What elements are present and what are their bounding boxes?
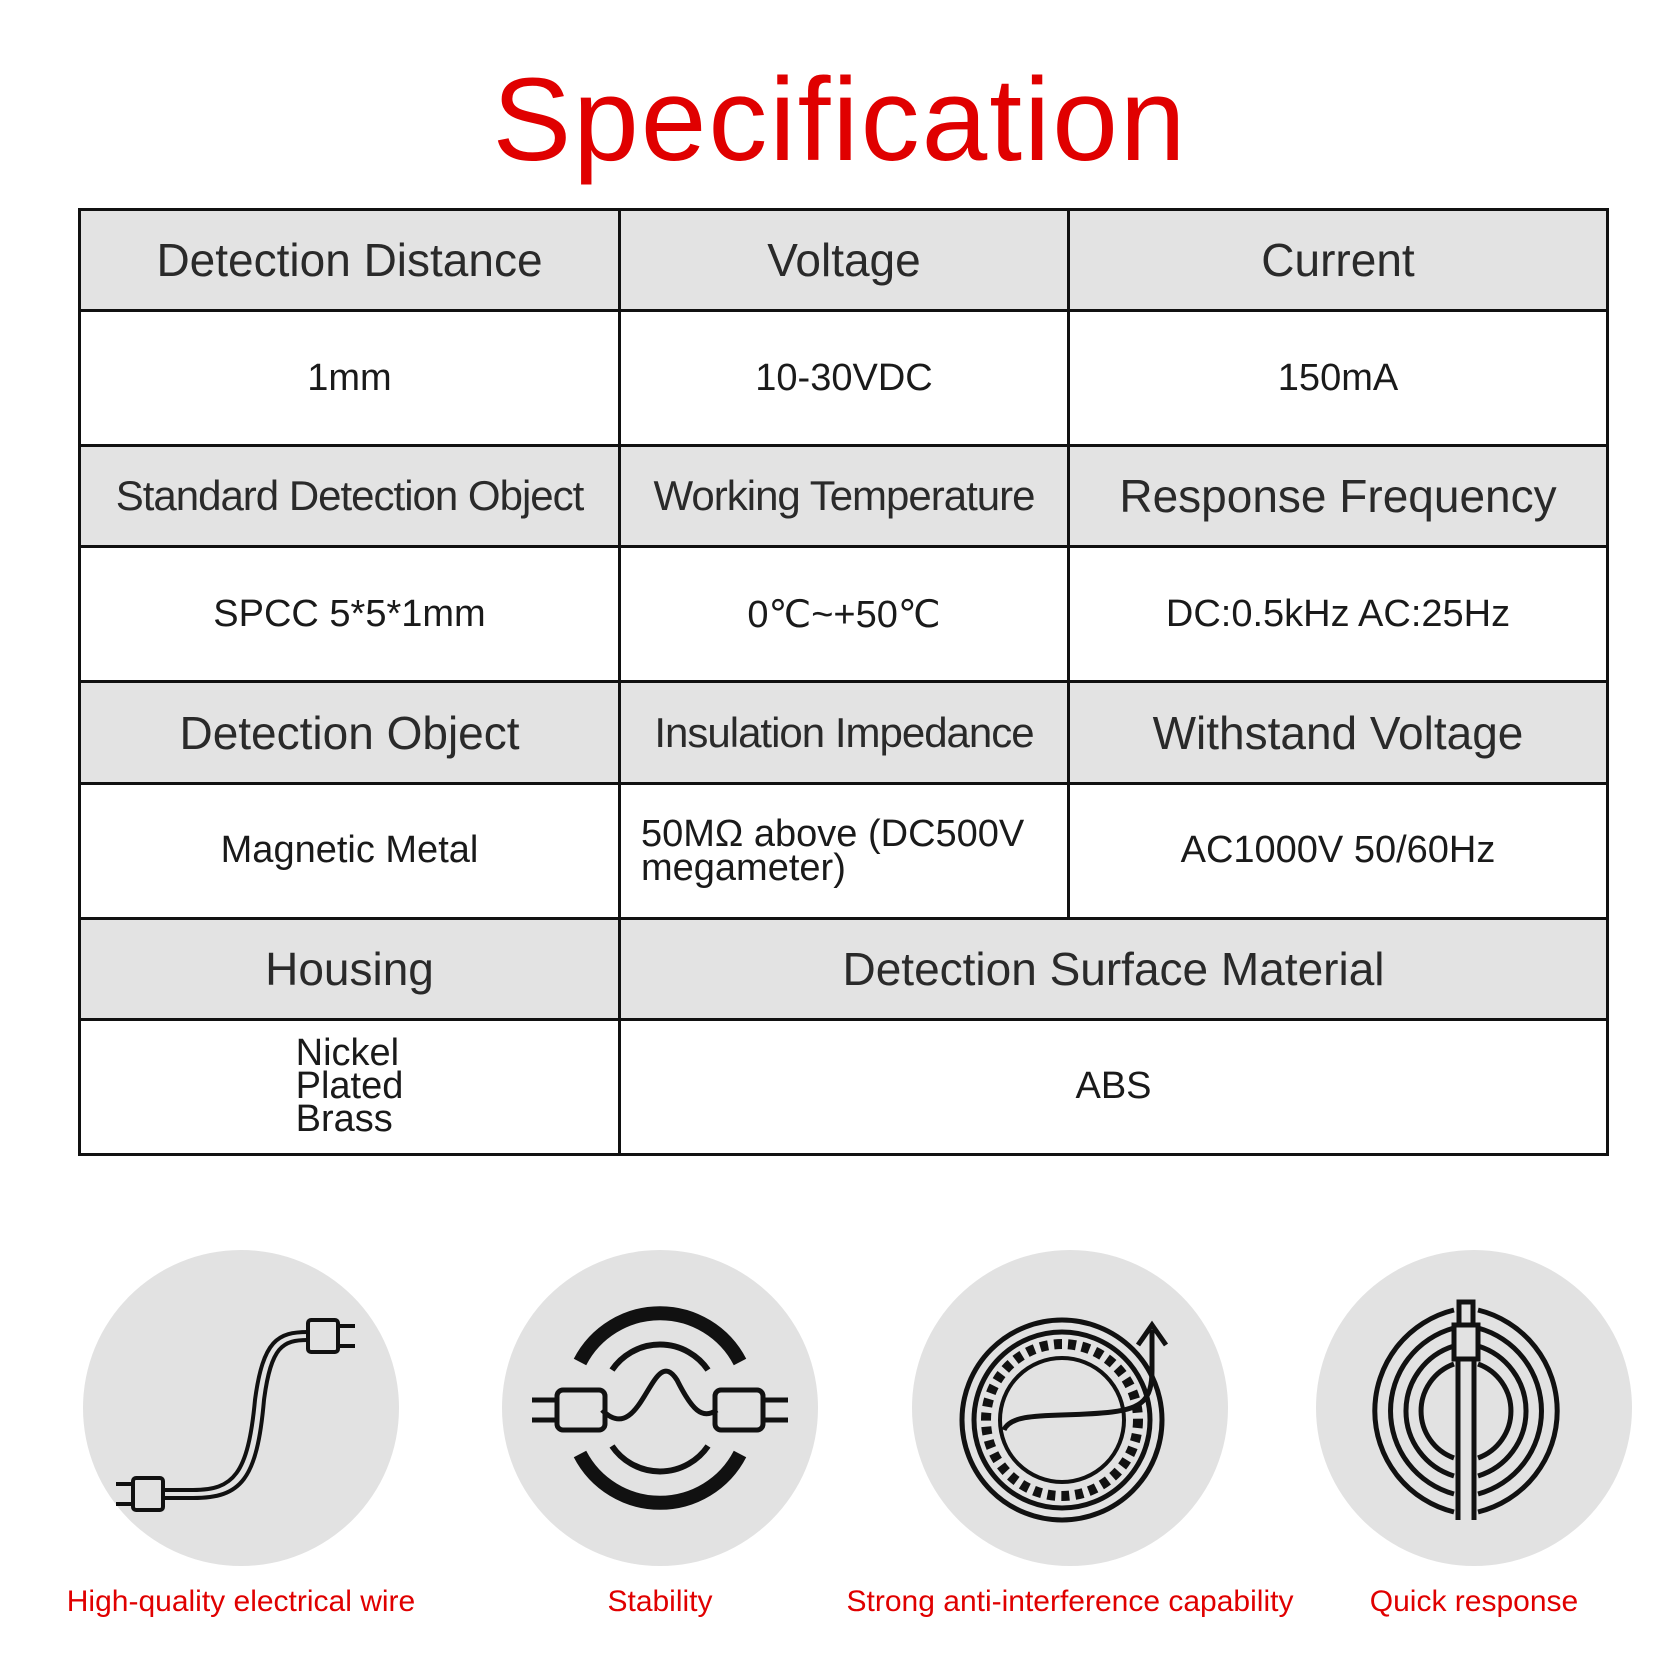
- header-standard-detection-object: Standard Detection Object: [80, 446, 620, 547]
- feature-label: High-quality electrical wire: [66, 1585, 416, 1618]
- header-housing: Housing: [80, 918, 620, 1019]
- table-header-row: [80, 918, 1608, 1019]
- header-current: Current: [1069, 210, 1608, 311]
- header-insulation-impedance: Insulation Impedance: [620, 682, 1069, 783]
- value-working-temperature: 0℃~+50℃: [620, 547, 1069, 682]
- value-line: Nickel: [295, 1032, 400, 1075]
- feature-circle: [83, 1250, 399, 1566]
- feature-circle: [912, 1250, 1228, 1566]
- header-detection-surface-material: Detection Surface Material: [620, 918, 1608, 1019]
- table-value-row: [80, 311, 1608, 446]
- table-header-row: [80, 210, 1608, 311]
- header-working-temperature: Working Temperature: [620, 446, 1069, 547]
- table-value-row: [80, 547, 1608, 682]
- header-voltage: Voltage: [620, 210, 1069, 311]
- connector-loop-icon: [502, 1250, 818, 1566]
- value-voltage: 10-30VDC: [620, 311, 1069, 446]
- value-line: Plated: [295, 1065, 404, 1108]
- feature-label: Strong anti-interference capability: [846, 1585, 1294, 1618]
- header-detection-object: Detection Object: [80, 682, 620, 783]
- value-detection-object: Magnetic Metal: [80, 783, 620, 918]
- feature-list: [0, 1250, 1680, 1650]
- header-withstand-voltage: Withstand Voltage: [1069, 682, 1608, 783]
- value-insulation-impedance: [620, 783, 1069, 918]
- value-detection-distance: 1mm: [80, 311, 620, 446]
- value-line: Brass: [295, 1098, 393, 1141]
- feature-label: Stability: [607, 1585, 713, 1618]
- value-response-frequency: DC:0.5kHz AC:25Hz: [1069, 547, 1608, 682]
- value-current: 150mA: [1069, 311, 1608, 446]
- table-value-row: [80, 783, 1608, 918]
- value-standard-detection-object: SPCC 5*5*1mm: [80, 547, 620, 682]
- value-line: 50MΩ above (DC500V: [641, 812, 1025, 855]
- table-value-row: [80, 1019, 1608, 1154]
- feature-circle: [502, 1250, 818, 1566]
- feature-circle: [1316, 1250, 1632, 1566]
- table-header-row: [80, 682, 1608, 783]
- shielded-coil-icon: [912, 1250, 1228, 1566]
- page-title: Specification: [492, 54, 1188, 186]
- concentric-arcs-icon: [1316, 1250, 1632, 1566]
- header-detection-distance: Detection Distance: [80, 210, 620, 311]
- table-header-row: [80, 446, 1608, 547]
- feature-label: Quick response: [1369, 1585, 1579, 1618]
- value-withstand-voltage: AC1000V 50/60Hz: [1069, 783, 1608, 918]
- value-line: megameter): [641, 846, 846, 889]
- specification-table: [78, 208, 1609, 1156]
- plug-cable-icon: [83, 1250, 399, 1566]
- value-detection-surface-material: ABS: [620, 1019, 1608, 1154]
- header-response-frequency: Response Frequency: [1069, 446, 1608, 547]
- value-housing: [80, 1019, 620, 1154]
